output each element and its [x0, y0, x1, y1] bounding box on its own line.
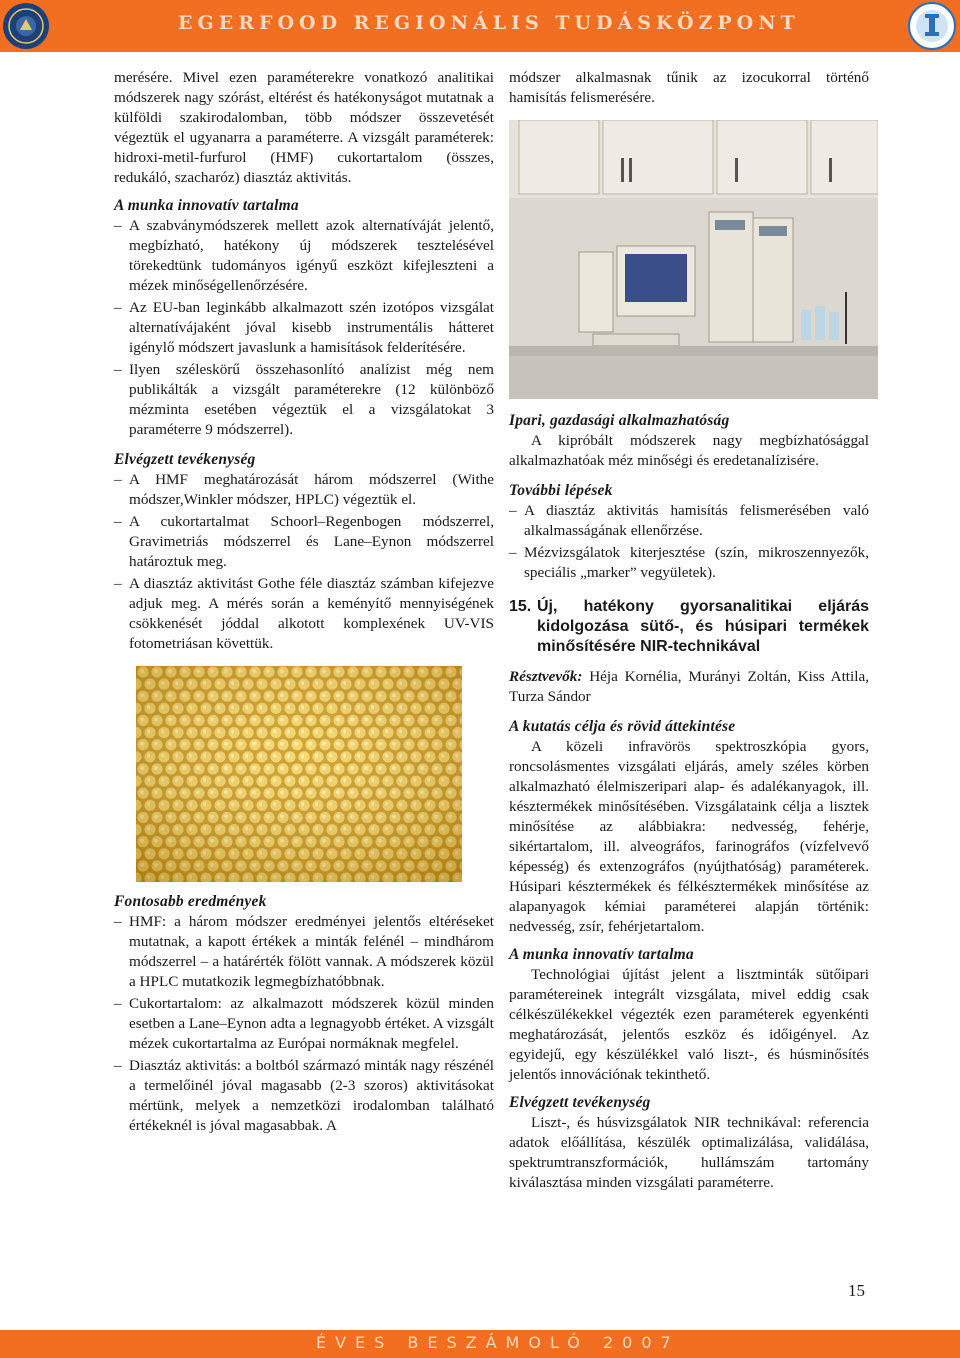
- knowledge-center-logo: [908, 2, 956, 50]
- left-innovative-heading: A munka innovatív tartalma: [114, 197, 299, 214]
- page-number: 15: [848, 1281, 865, 1300]
- section-number: 15.: [509, 598, 532, 615]
- list-item: – A szabványmódszerek mellett azok alternatíváját jelentő, megbízható, hatékony új módszerek tesztelésével törekedtünk tudományos igényű eszközt kifejleszteni a mézek minőségellenőrzésére.: [114, 216, 494, 296]
- right-industry-heading: Ipari, gazdasági alkalmazhatóság: [509, 412, 730, 429]
- laboratory-photo: [509, 120, 878, 399]
- list-item: – Az EU-ban leginkább alkalmazott szén izotópos vizsgálat alternatívájaként jóval kisebb instrumentális hátteret igénylő módszert javaslunk a hamisítások felderítésére.: [114, 298, 494, 358]
- list-item: – HMF: a három módszer eredményei jelentős eltéréseket mutatnak, a kapott értékek a minták felénél – mindhárom módszerrel – a határérték fölött vannak. A módszerek közül a HPLC mutatkozik legmegbízhatóbbnak.: [114, 912, 494, 992]
- footer-band: [0, 1330, 960, 1358]
- list-item: – A diasztáz aktivitás hamisítás felismerésében való alkalmasságának ellenőrzése.: [509, 501, 869, 541]
- list-item: – A cukortartalmat Schoorl–Regenbogen módszerrel, Gravimetriás módszerrel és Lane–Eynon módszerrel határoztuk meg.: [114, 512, 494, 572]
- list-item: – Cukortartalom: az alkalmazott módszerek közül minden esetben a Lane–Eynon adta a legnagyobb értéket. A vizsgált mézek cukortartalma az Európai normáknak megfelel.: [114, 994, 494, 1054]
- right-completed-heading: Elvégzett tevékenység: [509, 1094, 651, 1111]
- right-completed-paragraph: Liszt-, és húsvizsgálatok NIR technikával: referencia adatok előállítása, készülék optimalizálása, validálása, spektrumtranszformációk, hullámszám tartomány kiválasztása minden vizsgálati paraméterre.: [509, 1114, 869, 1191]
- participants-line: [509, 667, 869, 707]
- left-results-list: [114, 912, 494, 1136]
- left-innovative-list: [114, 216, 494, 440]
- right-aim-paragraph: A közeli infravörös spektroszkópia gyors, roncsolásmentes vizsgálati eljárás, amely széles körben alkalmazható élelmiszeripari alap- és adalékanyagok, ill. késztermékek minősítésében. Vizsgálataink célja a lisztek minősítése az alábbiakra: nedvesség, fehérje, sikértartalom, ill. alveográfos, farinográfos (vízfelvevő képesség) és extenzográfos (nyújthatóság) paraméterek. Húsipari késztermékek és félkésztermékek minősítése az alapanyagok kémiai paraméterei alapján történik: nedvesség, zsír, fehérjetartalom.: [509, 738, 869, 935]
- right-column: [509, 68, 869, 1193]
- section-title: [509, 597, 869, 657]
- left-results-heading: Fontosabb eredmények: [114, 893, 267, 910]
- participants-label: Résztvevők:: [509, 668, 583, 685]
- list-item: – Mézvizsgálatok kiterjesztése (szín, mikroszennyezők, speciális „marker” vegyületek).: [509, 543, 869, 583]
- section-title-text: Új, hatékony gyorsanalitikai eljárás kidolgozása sütő-, és húsipari termékek minősítésére NIR-technikával: [537, 598, 869, 655]
- right-industry-paragraph: A kipróbált módszerek nagy megbízhatósággal alkalmazhatóak méz minőségi és eredetanalízisére.: [509, 432, 869, 469]
- right-aim-heading: A kutatás célja és rövid áttekintése: [509, 718, 736, 735]
- list-item: – A diasztáz aktivitást Gothe féle diasztáz számban kifejezve adjuk meg. A mérés során a keményítő mennyiségének csökkenését jóddal alkotott komplexének UV-VIS fotometriásan követtük.: [114, 574, 494, 654]
- list-item: – Ilyen széleskörű összehasonlító analízist még nem publikálták a vizsgált paraméterekre (12 különböző mézminta esetében végeztük el a vizsgálatokat 3 paraméterre 9 módszerrel).: [114, 360, 494, 440]
- left-completed-list: [114, 470, 494, 654]
- right-innovative-heading: A munka innovatív tartalma: [509, 946, 694, 963]
- university-seal-logo: [2, 2, 50, 50]
- header-band: [0, 0, 960, 52]
- header-title: EGERFOOD REGIONÁLIS TUDÁSKÖZPONT: [178, 12, 800, 34]
- honeycomb-photo: [136, 666, 462, 882]
- left-completed-heading: Elvégzett tevékenység: [114, 451, 256, 468]
- right-next-steps-heading: További lépések: [509, 482, 613, 499]
- list-item: – A HMF meghatározását három módszerrel (Withe módszer,Winkler módszer, HPLC) végeztük el.: [114, 470, 494, 510]
- list-item: – Diasztáz aktivitás: a boltból származó minták nagy részénél a termelőinél jóval magasabb (2-3 szoros) aktivitásokat mértünk, melyek a nemzetközi irodalomban található értékeknél is jóval magasabbak. A: [114, 1056, 494, 1136]
- right-next-steps-list: [509, 501, 869, 583]
- left-column: [114, 68, 494, 1136]
- footer-title: ÉVES BESZÁMOLÓ 2007: [316, 1333, 680, 1352]
- right-intro-paragraph: módszer alkalmasnak tűnik az izocukorral történő hamisítás felismerésére.: [509, 69, 869, 106]
- participants-names: Héja Kornélia, Murányi Zoltán, Kiss Attila, Turza Sándor: [509, 668, 870, 705]
- left-intro-paragraph: merésére. Mivel ezen paraméterekre vonatkozó analitikai módszerek nagy szórást, eltérést és hatékonyságot mutatnak a külföldi szakirodalomban, több módszer összevetését végeztük el ugyanarra a paraméterre. A vizsgált paraméterek: hidroxi-metil-furfurol (HMF) cukortartalom (összes, redukáló, szacharóz) diasztáz aktivitás.: [114, 69, 494, 186]
- right-innovative-paragraph: Technológiai újítást jelent a lisztminták sütőipari paramétereinek integrált vizsgálata, mivel eddig csak célkészülékekkel végezték ezen paraméterek egyenkénti meghatározását, jelentős eszköz és időigényel. Az egyidejű, egy készülékkel való liszt-, és húsminősítés jelentős innovációnak tekinthető.: [509, 966, 869, 1083]
